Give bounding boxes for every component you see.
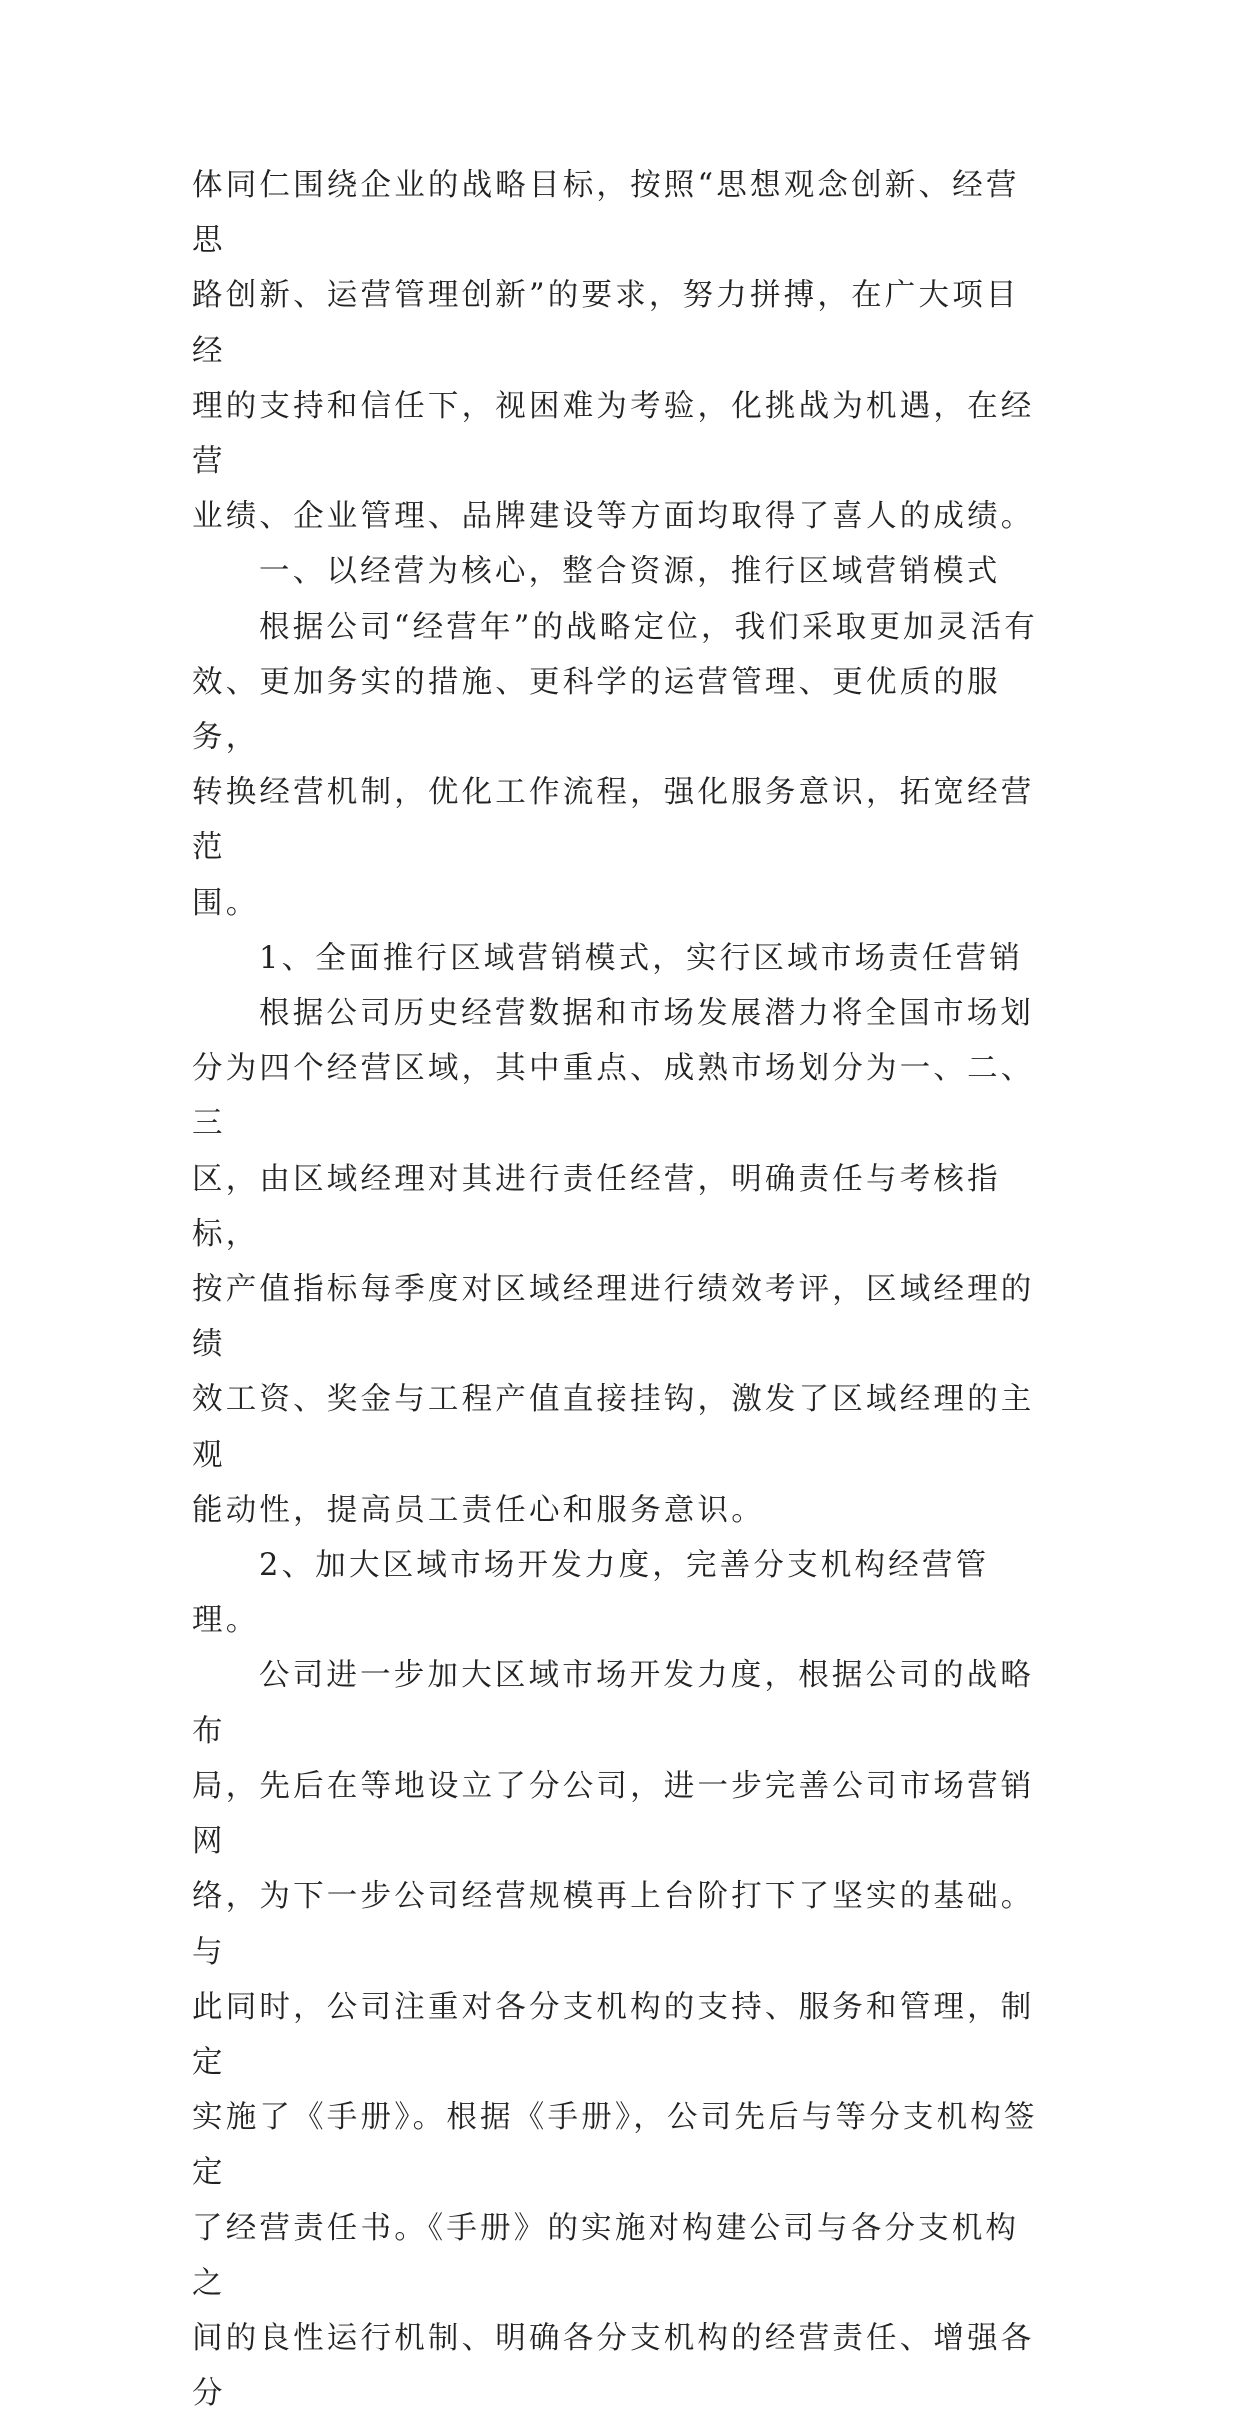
- paragraph-first-line: 根据公司历史经营数据和市场发展潜力将全国市场划: [259, 996, 1035, 1032]
- paragraph-line: 围。: [192, 885, 260, 921]
- paragraph-line: 间的良性运行机制、明确各分支机构的经营责任、增强各分: [192, 2320, 1035, 2412]
- paragraph-line: 分为四个经营区域，其中重点、成熟市场划分为一、二、三: [192, 1051, 1035, 1142]
- paragraph-line: 效工资、奖金与工程产值直接挂钩，激发了区域经理的主观: [192, 1382, 1035, 1473]
- paragraph-line: 效、更加务实的措施、更科学的运营管理、更优质的服务，: [192, 664, 1001, 756]
- paragraph-line: 体同仁围绕企业的战略目标，按照“思想观念创新、经营思: [192, 168, 1020, 259]
- paragraph-line: 局，先后在等地设立了分公司，进一步完善公司市场营销网: [192, 1768, 1035, 1860]
- paragraph-line: 区，由区域经理对其进行责任经营，明确责任与考核指标，: [192, 1161, 1001, 1252]
- document-body: [192, 158, 1050, 2421]
- paragraph-line: 按产值指标每季度对区域经理进行绩效考评，区域经理的绩: [192, 1272, 1035, 1363]
- paragraph-first-line: 公司进一步加大区域市场开发力度，根据公司的战略布: [192, 1658, 1035, 1749]
- paragraph-line: 实施了《手册》。根据《手册》，公司先后与等分支机构签定: [192, 2100, 1038, 2191]
- paragraph-line: 业绩、企业管理、品牌建设等方面均取得了喜人的成绩。: [192, 499, 1035, 535]
- paragraph-line: 理的支持和信任下，视困难为考验，化挑战为机遇，在经营: [192, 388, 1035, 480]
- paragraph-first-line: 1、全面推行区域营销模式，实行区域市场责任营销: [259, 940, 1024, 976]
- paragraph-line: 了经营责任书。《手册》的实施对构建公司与各分支机构之: [192, 2210, 1020, 2301]
- paragraph-line: 络，为下一步公司经营规模再上台阶打下了坚实的基础。与: [192, 1879, 1035, 1970]
- paragraph-line: 能动性，提高员工责任心和服务意识。: [192, 1492, 765, 1528]
- paragraph-line: 转换经营机制，优化工作流程，强化服务意识，拓宽经营范: [192, 775, 1035, 866]
- paragraph-line: 路创新、运营管理创新”的要求，努力拼搏，在广大项目经: [192, 278, 1020, 369]
- paragraph-first-line: 2、加大区域市场开发力度，完善分支机构经营管理。: [192, 1548, 990, 1639]
- paragraph-first-line: 根据公司“经营年”的战略定位，我们采取更加灵活有: [259, 609, 1038, 645]
- paragraph-first-line: 一、以经营为核心，整合资源，推行区域营销模式: [259, 554, 1001, 590]
- paragraph-line: 此同时，公司注重对各分支机构的支持、服务和管理，制定: [192, 1989, 1035, 2080]
